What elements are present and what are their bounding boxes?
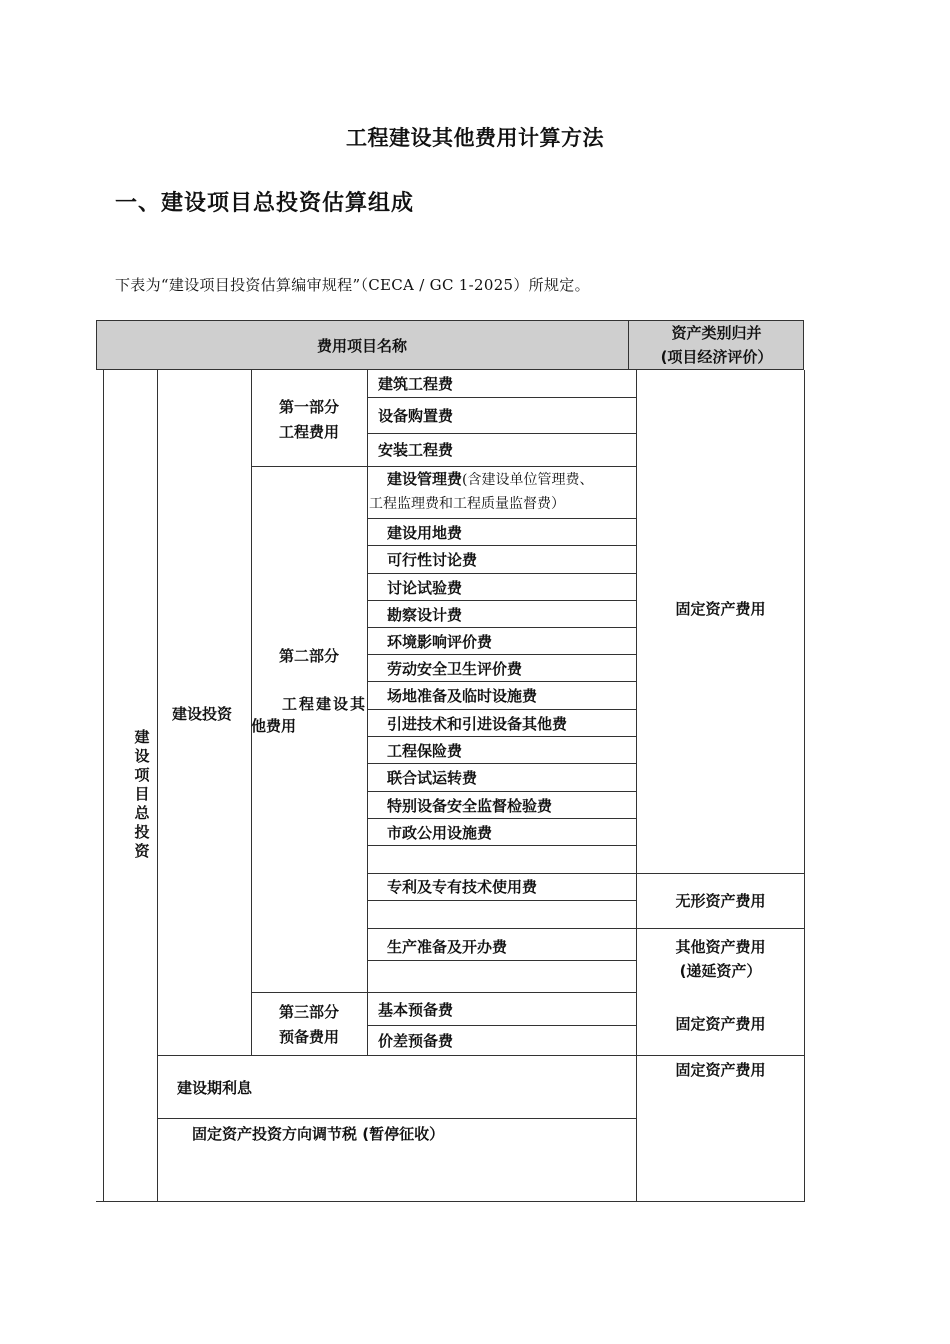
item-joint-trial-run: 联合试运转费: [387, 769, 478, 787]
item-price-reserve: 价差预备费: [378, 1032, 454, 1050]
item-research-test: 讨论试验费: [387, 579, 463, 597]
item-municipal-facilities: 市政公用设施费: [387, 824, 493, 842]
section-heading: 一、建设项目总投资估算组成: [115, 191, 415, 216]
item-equipment-purchase: 设备购置费: [378, 407, 454, 425]
part2-label: 第二部分 工程建设其 他费用: [251, 647, 367, 735]
item-installation-works: 安装工程费: [378, 441, 454, 459]
item-labor-safety-assessment: 劳动安全卫生评价费: [387, 660, 523, 678]
item-adjustment-tax: 固定资产投资方向调节税 (暂停征收）: [192, 1125, 445, 1143]
intro-paragraph: 下表为“建设项目投资估算编审规程”（CECA / GC 1-2025）所规定。: [115, 276, 590, 294]
item-survey-design: 勘察设计费: [387, 606, 463, 624]
item-construction-management: 建设管理费(含建设单位管理费、 工程监理费和工程质量监督费）: [369, 470, 594, 512]
construction-investment-label: 建设投资: [172, 705, 233, 723]
item-special-equipment-inspection: 特别设备安全监督检验费: [387, 797, 553, 815]
header-asset-line2: (项目经济评价）: [660, 348, 773, 366]
item-land-use: 建设用地费: [387, 524, 463, 542]
item-patent-technology: 专利及专有技术使用费: [387, 878, 538, 896]
item-engineering-insurance: 工程保险费: [387, 742, 463, 760]
asset-fixed-main: 固定资产费用: [675, 600, 766, 618]
total-investment-label: 建设项目总投资: [134, 728, 150, 860]
part1-label: 第一部分 工程费用: [278, 398, 339, 441]
document-title: 工程建设其他费用计算方法: [346, 126, 604, 150]
part3-label: 第三部分 预备费用: [278, 1003, 339, 1046]
asset-fixed-interest: 固定资产费用: [675, 1061, 766, 1079]
item-construction-interest: 建设期利息: [177, 1079, 253, 1097]
header-asset-line1: 资产类别归并: [671, 324, 762, 342]
item-imported-technology: 引进技术和引进设备其他费: [387, 715, 568, 733]
asset-intangible: 无形资产费用: [675, 892, 766, 910]
item-feasibility-study: 可行性讨论费: [387, 551, 478, 569]
header-asset-category: [629, 320, 804, 370]
item-environment-assessment: 环境影响评价费: [387, 633, 493, 651]
asset-fixed-reserve: 固定资产费用: [675, 1015, 766, 1033]
item-basic-reserve: 基本预备费: [378, 1001, 454, 1019]
item-site-preparation: 场地准备及临时设施费: [387, 687, 538, 705]
item-construction-works: 建筑工程费: [378, 375, 454, 393]
item-production-preparation: 生产准备及开办费: [387, 938, 508, 956]
header-cost-item-name: 费用项目名称: [316, 336, 407, 355]
asset-other: 其他资产费用 (递延资产）: [675, 938, 766, 980]
